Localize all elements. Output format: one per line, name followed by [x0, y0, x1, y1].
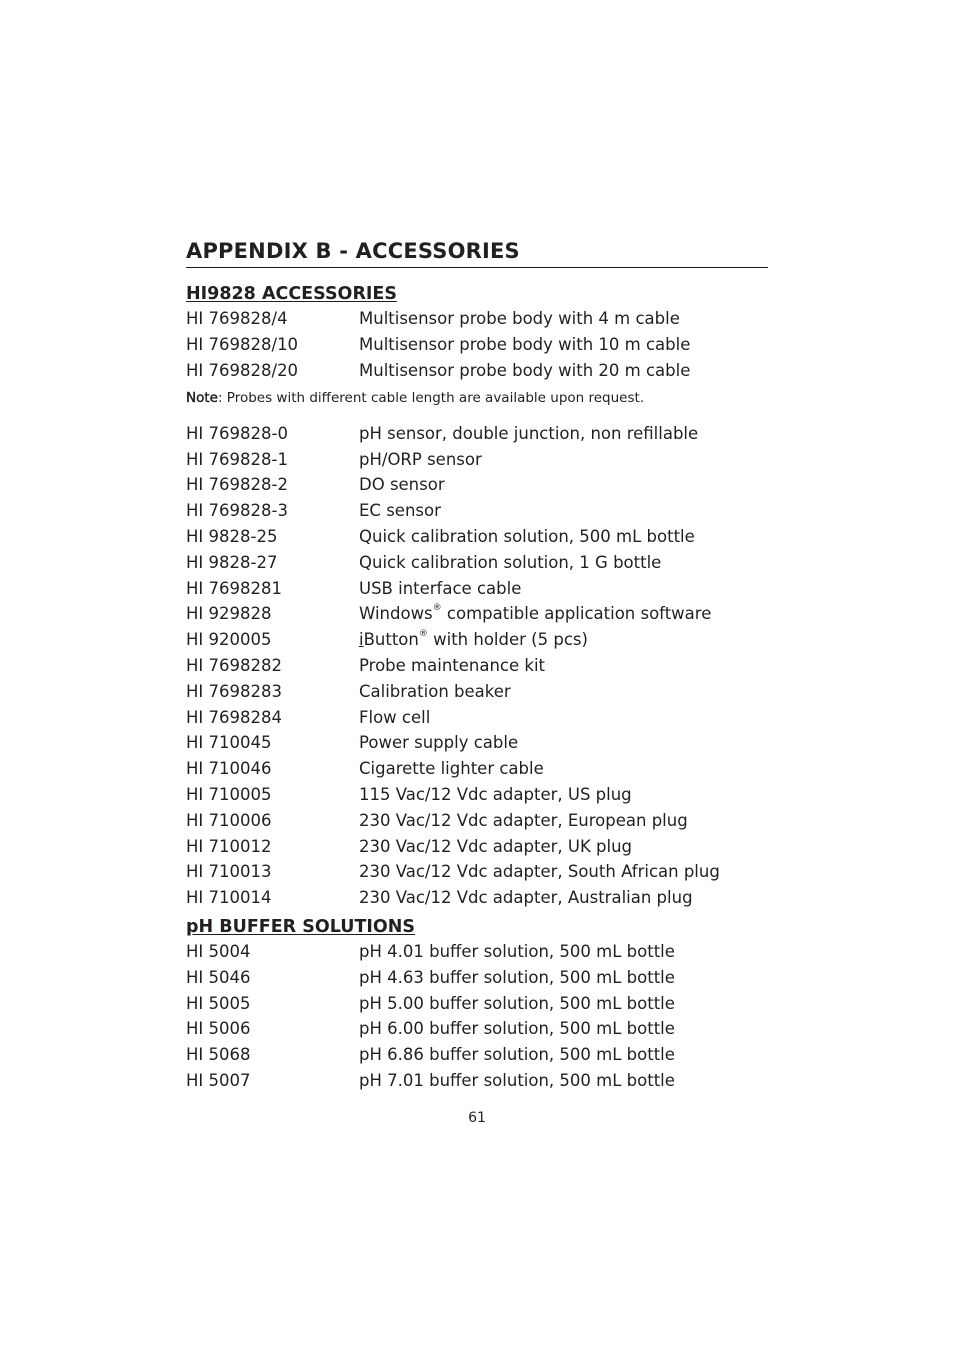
item-code: HI 769828-2 [186, 475, 288, 495]
item-description: pH/ORP sensor [359, 449, 482, 469]
item-code: HI 7698281 [186, 578, 283, 598]
item-code: HI 769828/10 [186, 335, 299, 355]
page-content [186, 236, 768, 1093]
item-description: 230 Vac/12 Vdc adapter, Australian plug [359, 888, 693, 908]
item-description: Power supply cable [359, 733, 519, 753]
item-code: HI 710005 [186, 784, 272, 804]
item-code: HI 5006 [186, 1019, 251, 1039]
item-description: pH 6.86 buffer solution, 500 mL bottle [359, 1045, 675, 1065]
list-item [186, 730, 768, 756]
item-description: EC sensor [359, 501, 441, 521]
item-description: Quick calibration solution, 500 mL bottle [359, 526, 695, 546]
item-code: HI 769828-3 [186, 501, 288, 521]
item-code: HI 5007 [186, 1070, 251, 1090]
list-item [186, 549, 768, 575]
item-code: HI 7698282 [186, 655, 283, 675]
list-item [186, 306, 768, 332]
item-description: pH 4.01 buffer solution, 500 mL bottle [359, 941, 675, 961]
list-item [186, 420, 768, 446]
list-item [186, 756, 768, 782]
item-code: HI 5005 [186, 993, 251, 1013]
item-description: pH sensor, double junction, non refillable [359, 423, 699, 443]
list-item [186, 601, 768, 627]
item-description: Quick calibration solution, 1 G bottle [359, 552, 662, 572]
item-description-prefix: Button [363, 630, 419, 650]
item-code: HI 5068 [186, 1045, 251, 1065]
list-item [186, 1068, 768, 1094]
item-description-underlined: i [359, 630, 364, 650]
section-title-buffers: pH BUFFER SOLUTIONS [186, 916, 416, 937]
item-description-prefix: Windows [359, 604, 433, 624]
item-description: pH 7.01 buffer solution, 500 mL bottle [359, 1070, 675, 1090]
registered-mark: ® [418, 629, 428, 640]
section-title-accessories: HI9828 ACCESSORIES [186, 284, 397, 304]
item-code: HI 7698283 [186, 681, 283, 701]
note-label: Note [186, 390, 218, 407]
item-code: HI 7698284 [186, 707, 283, 727]
item-description: 230 Vac/12 Vdc adapter, South African plug [359, 862, 720, 882]
item-description: Flow cell [359, 707, 431, 727]
item-code: HI 710014 [186, 888, 272, 908]
item-code: HI 9828-25 [186, 526, 278, 546]
item-code: HI 769828-1 [186, 449, 288, 469]
list-item [186, 575, 768, 601]
list-item [186, 498, 768, 524]
list-item [186, 472, 768, 498]
item-description: pH 5.00 buffer solution, 500 mL bottle [359, 993, 675, 1013]
item-code: HI 769828/20 [186, 360, 299, 380]
note [186, 383, 768, 413]
list-item [186, 964, 768, 990]
item-description: pH 6.00 buffer solution, 500 mL bottle [359, 1019, 675, 1039]
list-item [186, 807, 768, 833]
item-code: HI 710006 [186, 810, 272, 830]
item-description: 230 Vac/12 Vdc adapter, European plug [359, 810, 688, 830]
item-description: Multisensor probe body with 10 m cable [359, 335, 691, 355]
item-code: HI 769828/4 [186, 309, 288, 329]
item-code: HI 929828 [186, 604, 272, 624]
item-description: Probe maintenance kit [359, 655, 545, 675]
list-item [186, 332, 768, 358]
item-code: HI 710045 [186, 733, 272, 753]
list-item [186, 524, 768, 550]
list-item [186, 1042, 768, 1068]
item-code: HI 710046 [186, 759, 272, 779]
item-code: HI 769828-0 [186, 423, 288, 443]
item-description: USB interface cable [359, 578, 522, 598]
accessory-list [186, 420, 768, 910]
item-code: HI 920005 [186, 630, 272, 650]
list-item [186, 627, 768, 653]
item-description: 230 Vac/12 Vdc adapter, UK plug [359, 836, 632, 856]
list-item [186, 678, 768, 704]
item-code: HI 5004 [186, 941, 251, 961]
list-item [186, 859, 768, 885]
item-description-suffix: compatible application software [441, 604, 712, 624]
list-item [186, 704, 768, 730]
item-description: 115 Vac/12 Vdc adapter, US plug [359, 784, 632, 804]
item-code: HI 5046 [186, 967, 251, 987]
list-item [186, 1016, 768, 1042]
list-item [186, 939, 768, 965]
list-item [186, 885, 768, 911]
item-description-suffix: with holder (5 pcs) [427, 630, 588, 650]
item-description: Multisensor probe body with 20 m cable [359, 360, 691, 380]
item-description [359, 604, 768, 623]
list-item [186, 833, 768, 859]
list-item [186, 446, 768, 472]
item-description: Multisensor probe body with 4 m cable [359, 309, 680, 329]
item-code: HI 710013 [186, 862, 272, 882]
list-item [186, 990, 768, 1016]
list-item [186, 782, 768, 808]
item-description: pH 4.63 buffer solution, 500 mL bottle [359, 967, 675, 987]
list-item [186, 653, 768, 679]
note-text: : Probes with different cable length are available upon request. [217, 390, 645, 407]
list-item [186, 358, 768, 384]
buffer-list [186, 939, 768, 1094]
page-number: 61 [468, 1110, 486, 1126]
item-description: Calibration beaker [359, 681, 511, 701]
item-code: HI 9828-27 [186, 552, 278, 572]
item-description: DO sensor [359, 475, 445, 495]
item-code: HI 710012 [186, 836, 272, 856]
item-description [359, 630, 768, 649]
probe-list [186, 306, 768, 383]
item-description: Cigarette lighter cable [359, 759, 544, 779]
appendix-title: APPENDIX B - ACCESSORIES [186, 236, 768, 268]
registered-mark: ® [432, 603, 442, 614]
